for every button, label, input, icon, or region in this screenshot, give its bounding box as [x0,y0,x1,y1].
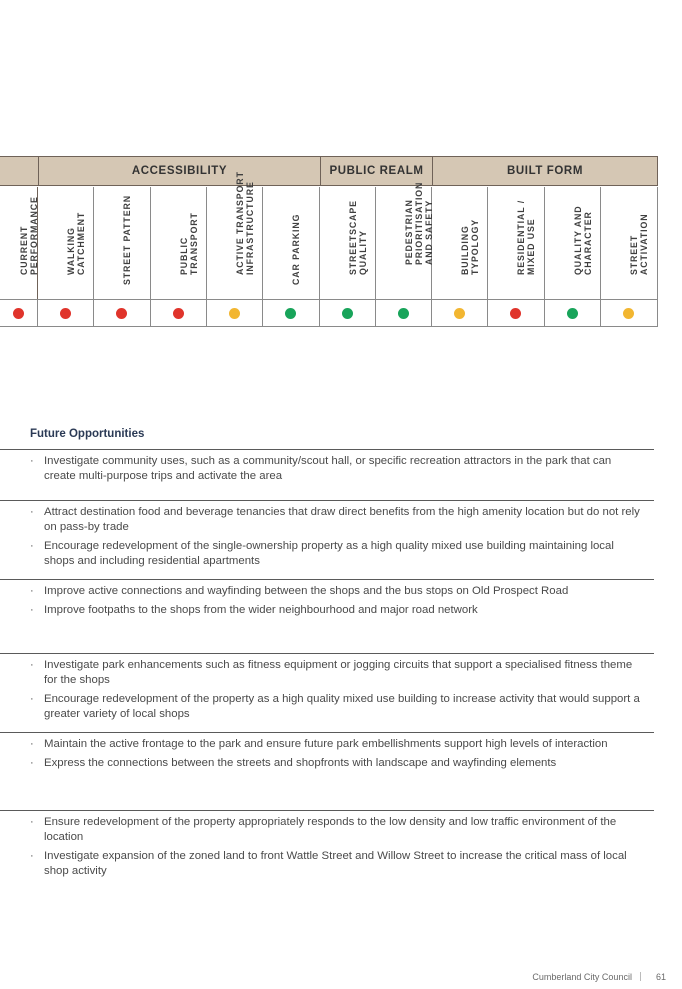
group-header-current [0,156,38,186]
bullet-icon: · [30,585,34,597]
opportunity-text: Investigate community uses, such as a community/scout hall, or specific recreation attractors in the park that can create multi-purpose trips and activate the area [44,455,612,482]
column-header-label: STREET ACTIVATION [629,213,649,275]
opportunity-text: Express the connections between the streets and shopfronts with landscape and wayfinding elements [44,757,557,769]
opportunity-text: Encourage redevelopment of the single-ownership property as a high quality mixed use building maintaining local shops and including residential apartments [44,540,614,567]
column-header-label: PEDESTRIAN PRIORITISATION AND SAFETY [403,181,434,265]
status-dot [398,308,409,319]
column-header-label: RESIDENTIAL / MIXED USE [516,199,536,275]
status-dot [454,308,465,319]
status-dot [567,308,578,319]
opportunity-item [0,815,654,845]
bullet-icon: · [30,757,34,769]
opportunity-text: Investigate park enhancements such as fitness equipment or jogging circuits that support a specialised fitness theme for the shops [44,659,633,686]
opportunity-item [0,658,654,688]
status-dot [13,308,24,319]
rating-cell [601,300,658,327]
opportunity-text: Maintain the active frontage to the park and ensure future park embellishments support high levels of interaction [44,738,608,750]
rating-cell [0,300,38,327]
column-header-label: STREETSCAPE QUALITY [347,200,368,275]
rating-cell [432,300,488,327]
rating-cell [94,300,151,327]
rating-cell [320,300,376,327]
opportunity-text: Investigate expansion of the zoned land to front Wattle Street and Willow Street to increase the critical mass of local shop activity [44,850,627,877]
group-header-public-realm: PUBLIC REALM [320,156,432,186]
column-header-label: QUALITY AND CHARACTER [572,205,593,275]
bullet-icon: · [30,693,34,705]
opportunity-section [0,500,654,569]
column-header [376,181,434,299]
opportunity-section [0,810,654,879]
opportunity-item [0,692,654,722]
opportunity-section [0,579,654,618]
column-header-label: CURRENT PERFORMANCE [18,196,39,275]
column-header-label: BUILDING TYPOLOGY [459,218,480,275]
bullet-icon: · [30,506,34,518]
column-header-label: PUBLIC TRANSPORT [178,212,199,275]
opportunity-section [0,449,654,484]
opportunity-item [0,603,654,618]
status-dot [623,308,634,319]
column-header [488,187,545,299]
column-header [38,187,94,299]
page-footer [532,972,666,982]
opportunity-item [0,756,654,771]
opportunity-item [0,849,654,879]
bullet-icon: · [30,816,34,828]
rating-cell [263,300,320,327]
column-header [207,171,263,299]
column-header [601,187,658,299]
opportunity-text: Improve active connections and wayfinding between the shops and the bus stops on Old Prospect Road [44,585,569,597]
status-dot [173,308,184,319]
opportunity-item [0,454,654,484]
rating-cell [151,300,207,327]
group-header-accessibility: ACCESSIBILITY [38,156,320,186]
column-header [94,187,151,299]
status-dot [116,308,127,319]
opportunity-item [0,584,654,599]
bullet-icon: · [30,850,34,862]
status-dot [342,308,353,319]
opportunity-section [0,653,654,722]
rating-row [0,299,658,327]
footer-council: Cumberland City Council [532,972,632,982]
bullet-icon: · [30,738,34,750]
footer-page-number: 61 [655,972,666,982]
column-header [320,187,376,299]
opportunity-item [0,737,654,752]
status-dot [60,308,71,319]
opportunity-item [0,505,654,535]
rating-cell [207,300,263,327]
future-opportunities-title: Future Opportunities [30,428,145,440]
bullet-icon: · [30,455,34,467]
opportunity-text: Attract destination food and beverage tenancies that draw direct benefits from the high amenity location but do not rely on pass-by trade [44,506,640,533]
bullet-icon: · [30,604,34,616]
status-dot [510,308,521,319]
status-dot [229,308,240,319]
column-header-label: WALKING CATCHMENT [65,211,86,275]
opportunity-text: Encourage redevelopment of the property as a high quality mixed use building to increase activity that would support a greater variety of local shops [44,693,640,720]
opportunity-item [0,539,654,569]
column-header [432,187,488,299]
column-header-label: ACTIVE TRANSPORT INFRASTRUCTURE [234,171,255,275]
rating-cell [545,300,601,327]
rating-cell [376,300,432,327]
status-dot [285,308,296,319]
opportunity-text: Improve footpaths to the shops from the wider neighbourhood and major road network [44,604,478,616]
group-header-built-form: BUILT FORM [432,156,658,186]
assessment-table [0,156,658,327]
column-header [0,187,38,299]
opportunity-section [0,732,654,771]
opportunity-text: Ensure redevelopment of the property appropriately responds to the low density and low traffic environment of the location [44,816,617,843]
footer-divider [640,972,649,981]
column-header [263,187,320,299]
column-header-label: STREET PATTERN [122,195,132,285]
bullet-icon: · [30,659,34,671]
bullet-icon: · [30,540,34,552]
column-header-label: CAR PARKING [291,213,301,285]
column-header [151,187,207,299]
rating-cell [488,300,545,327]
rating-cell [38,300,94,327]
column-header [545,187,601,299]
